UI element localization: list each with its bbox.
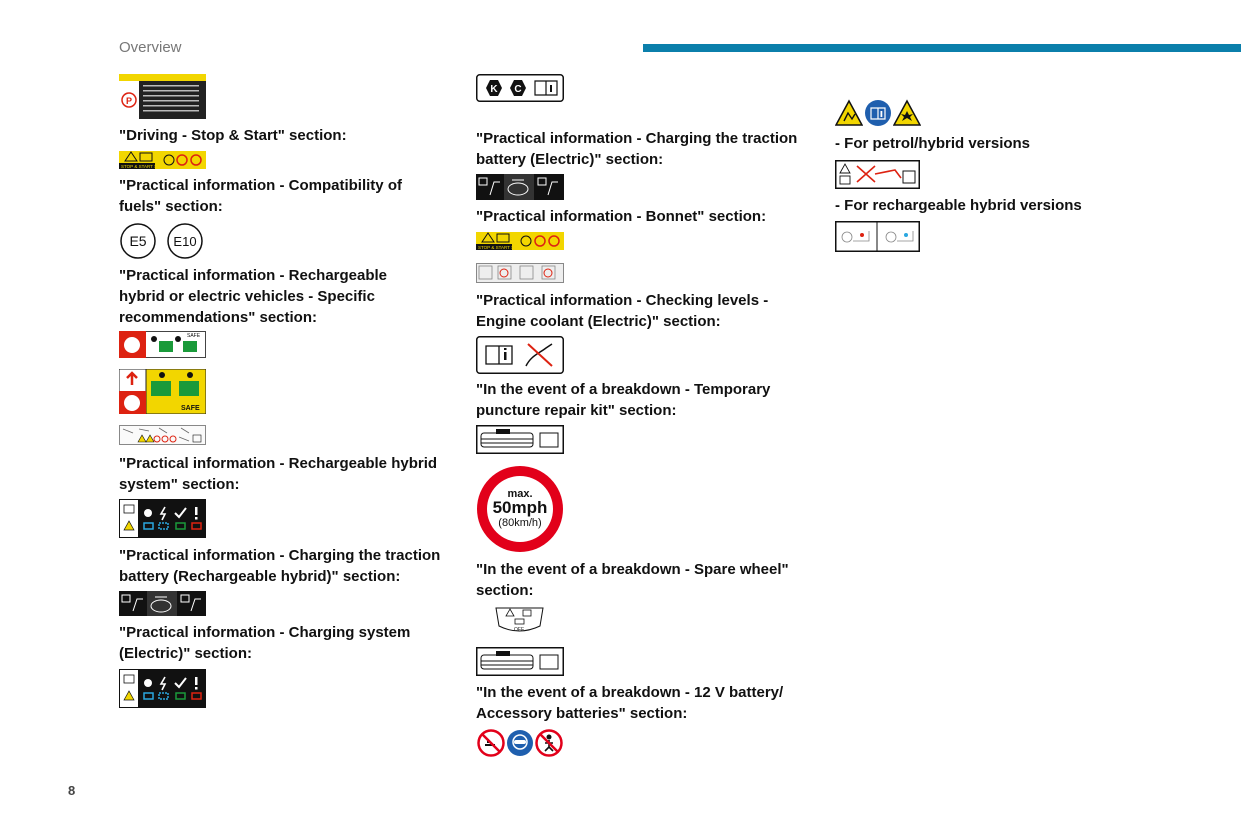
section-driving-stop-start: "Driving - Stop & Start" section: <box>119 127 347 144</box>
manual-and-no-hose-icon <box>476 336 564 374</box>
section-temporary-puncture-repair-kit: "In the event of a breakdown - Temporary puncture repair kit" section: <box>476 381 771 419</box>
section-charging-traction-battery-electric: "Practical information - Charging the traction battery (Electric)" section: <box>476 130 798 168</box>
section-rechargeable-specific-recommendations: "Practical information - Rechargeable hybrid or electric vehicles - Specific recommendations" section: <box>119 267 388 326</box>
rechargeable-hybrid-battery-label-icon <box>835 221 920 252</box>
fuel-e10-icon <box>166 222 206 260</box>
speed-max-text: max. <box>507 488 533 500</box>
bonnet-stop-start-text: STOP & START SYSTEM <box>478 245 530 250</box>
fuel-e10-text: E10 <box>173 234 197 249</box>
svg-text:P: P <box>125 96 133 106</box>
spare-wheel-storage-icon <box>476 647 564 676</box>
page-header-title: Overview <box>119 39 182 56</box>
no-smoking-sign-icon <box>477 729 505 757</box>
high-voltage-procedure-icon <box>119 331 206 358</box>
charging-cable-procedure-electric-icon <box>476 174 564 200</box>
fuel-e5-text: E5 <box>129 233 147 249</box>
stop-start-text: STOP & START SYSTEM <box>121 164 173 169</box>
key-k-text: K <box>490 84 498 95</box>
safe-text-small: SAFE <box>187 333 201 339</box>
charging-system-status-lights-icon <box>119 669 206 708</box>
parking-warning-label-icon <box>119 74 206 119</box>
section-bonnet: "Practical information - Bonnet" section: <box>476 208 767 225</box>
fuel-e5-icon <box>119 222 159 260</box>
stop-start-warning-strip-icon <box>119 151 206 169</box>
speed-mph-text: 50mph <box>492 498 548 517</box>
explosion-hazard-icon <box>893 99 921 127</box>
section-12v-battery: "In the event of a breakdown - 12 V battery/ Accessory batteries" section: <box>476 684 784 722</box>
section-engine-coolant: "Practical information - Checking levels - Engine coolant (Electric)" section: <box>476 292 769 330</box>
section-charging-traction-battery-hybrid: "Practical information - Charging the traction battery (Rechargeable hybrid)" section: <box>119 547 441 585</box>
eye-protection-sign-icon <box>506 729 534 757</box>
off-text: OFF <box>514 627 524 633</box>
speed-limit-sign-icon <box>476 465 564 553</box>
hazard-pictograms-strip-icon <box>119 425 206 445</box>
high-voltage-safe-procedure-icon <box>119 369 206 414</box>
section-compatibility-of-fuels: "Practical information - Compatibility of fuels" section: <box>119 177 402 215</box>
warning-triangle-icon <box>835 99 863 127</box>
safe-text: SAFE <box>181 405 200 412</box>
page-number: 8 <box>68 783 76 798</box>
header-accent-bar <box>643 44 1241 52</box>
section-charging-system-electric: "Practical information - Charging system (Electric)" section: <box>119 624 411 662</box>
section-petrol-hybrid-versions: - For petrol/hybrid versions <box>835 135 1031 152</box>
spare-wheel-off-label-icon <box>494 606 545 635</box>
charging-status-lights-icon <box>119 499 206 538</box>
section-spare-wheel: "In the event of a breakdown - Spare wheel" section: <box>476 561 789 599</box>
battery-jump-start-label-icon <box>835 160 920 189</box>
puncture-kit-storage-icon <box>476 425 564 454</box>
section-rechargeable-hybrid-system: "Practical information - Rechargeable hybrid system" section: <box>119 455 438 493</box>
bonnet-stop-start-warning-strip-icon <box>476 232 564 250</box>
key-c-text: C <box>514 84 522 95</box>
section-rechargeable-hybrid-versions: - For rechargeable hybrid versions <box>835 197 1082 214</box>
keep-children-away-sign-icon <box>535 729 563 757</box>
read-manual-icon <box>864 99 892 127</box>
bonnet-hazard-pictograms-icon <box>476 263 564 283</box>
charging-cable-procedure-icon <box>119 591 206 616</box>
speed-kmh-text: (80km/h) <box>498 517 542 529</box>
key-card-manual-icon <box>476 74 564 102</box>
